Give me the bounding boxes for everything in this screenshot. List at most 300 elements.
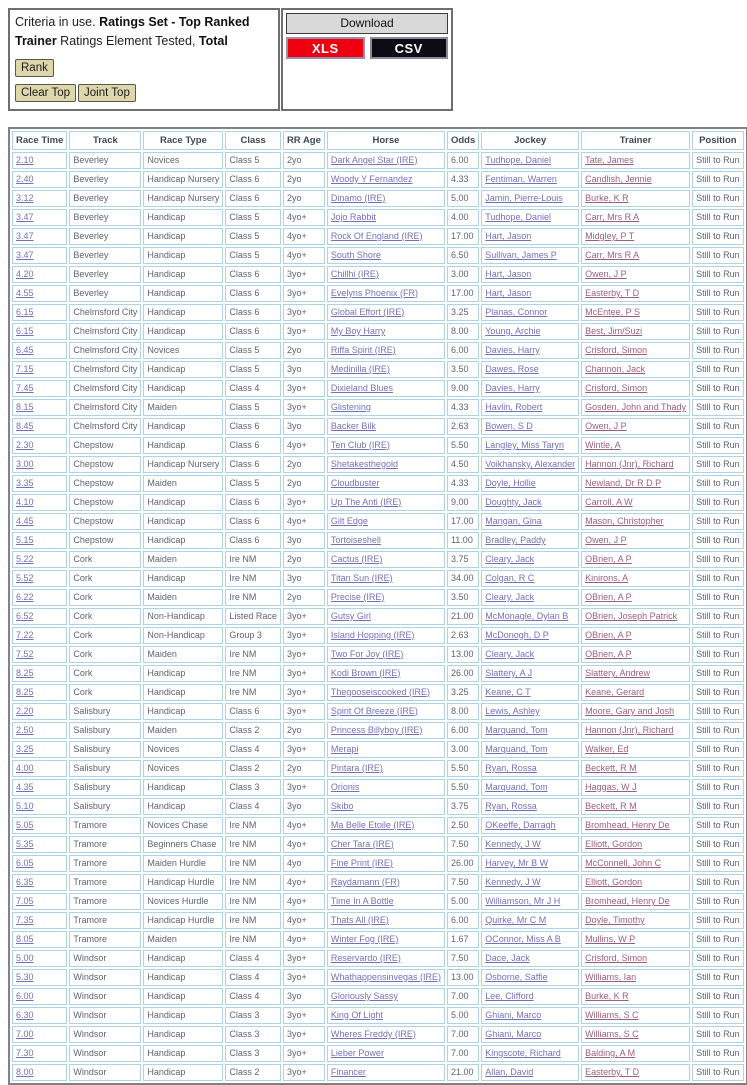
- horse-link[interactable]: Ten Club (IRE): [330, 439, 390, 450]
- cell-track: Windsor: [69, 969, 141, 986]
- cell-rr-age: 3yo: [283, 798, 325, 815]
- jockey-link[interactable]: Ghiani, Marco: [485, 1028, 542, 1039]
- clear-top-button[interactable]: Clear Top: [15, 84, 76, 102]
- race-time-link[interactable]: 6.00: [16, 990, 34, 1001]
- race-time-link[interactable]: 4.00: [16, 762, 34, 773]
- jockey-link[interactable]: Jamin, Pierre-Louis: [485, 192, 563, 203]
- jockey-link[interactable]: Doughty, Jack: [485, 496, 542, 507]
- horse-link[interactable]: Woody Y Fernandez: [330, 173, 413, 184]
- cell-track: Salisbury: [69, 779, 141, 796]
- horse-link[interactable]: Dixieland Blues: [330, 382, 393, 393]
- race-time-link[interactable]: 5.00: [16, 952, 34, 963]
- cell-rr-age: 4yo+: [283, 817, 325, 834]
- trainer-link[interactable]: Wintle, A: [585, 439, 621, 450]
- race-time-link[interactable]: 3.47: [16, 211, 34, 222]
- trainer-link[interactable]: Crisford, Simon: [585, 952, 648, 963]
- trainer-link[interactable]: Moore, Gary and Josh: [585, 705, 675, 716]
- jockey-link[interactable]: Young, Archie: [485, 325, 541, 336]
- ratings-table-head: [12, 131, 744, 150]
- trainer-link[interactable]: Newland, Dr R D P: [585, 477, 662, 488]
- jockey-link[interactable]: Cleary, Jack: [485, 591, 535, 602]
- trainer-link[interactable]: Crisford, Simon: [585, 344, 648, 355]
- cell-rr-age: 3yo: [283, 570, 325, 587]
- horse-link[interactable]: Cher Tara (IRE): [330, 838, 394, 849]
- cell-odds: 4.33: [447, 399, 479, 416]
- horse-link[interactable]: Glistening: [330, 401, 371, 412]
- trainer-link[interactable]: Crisford, Simon: [585, 382, 648, 393]
- trainer-link[interactable]: OBrien, Joseph Patrick: [585, 610, 678, 621]
- jockey-link[interactable]: Dace, Jack: [485, 952, 530, 963]
- jockey-link[interactable]: Slattery, A J: [485, 667, 533, 678]
- cell-track: Chelmsford City: [69, 361, 141, 378]
- trainer-link[interactable]: Channon, Jack: [585, 363, 646, 374]
- horse-link[interactable]: Reservardo (IRE): [330, 952, 401, 963]
- cell-trainer: [581, 190, 690, 207]
- cell-trainer: [581, 361, 690, 378]
- jockey-link[interactable]: Harvey, Mr B W: [485, 857, 549, 868]
- trainer-link[interactable]: Balding, A M: [585, 1047, 636, 1058]
- race-time-link[interactable]: 3.00: [16, 458, 34, 469]
- race-time-link[interactable]: 3.47: [16, 230, 34, 241]
- cell-class: Class 5: [225, 361, 281, 378]
- ratings-table: [8, 127, 747, 1085]
- jockey-link[interactable]: Williamson, Mr J H: [485, 895, 561, 906]
- cell-horse: [327, 931, 445, 948]
- horse-link[interactable]: Titan Sun (IRE): [330, 572, 393, 583]
- cell-horse: [327, 342, 445, 359]
- race-time-link[interactable]: 8.15: [16, 401, 34, 412]
- jockey-link[interactable]: Osborne, Saffie: [485, 971, 548, 982]
- race-time-link[interactable]: 2.50: [16, 724, 34, 735]
- cell-race-time: [12, 228, 67, 245]
- horse-link[interactable]: Time In A Bottle: [330, 895, 394, 906]
- race-time-link[interactable]: 3.12: [16, 192, 34, 203]
- joint-top-button[interactable]: Joint Top: [78, 84, 136, 102]
- jockey-link[interactable]: Ryan, Rossa: [485, 800, 537, 811]
- jockey-link[interactable]: Ryan, Rossa: [485, 762, 537, 773]
- table-row: [12, 1007, 744, 1024]
- trainer-link[interactable]: OBrien, A P: [585, 648, 632, 659]
- trainer-link[interactable]: Slattery, Andrew: [585, 667, 651, 678]
- cell-race-time: [12, 836, 67, 853]
- cell-horse: [327, 855, 445, 872]
- jockey-link[interactable]: Lee, Clifford: [485, 990, 534, 1001]
- cell-trainer: [581, 228, 690, 245]
- jockey-link[interactable]: Kennedy, J W: [485, 838, 541, 849]
- cell-jockey: [481, 152, 579, 169]
- cell-race-time: [12, 304, 67, 321]
- trainer-link[interactable]: Hannon (Jnr), Richard: [585, 458, 674, 469]
- cell-class: Class 5: [225, 228, 281, 245]
- table-row: [12, 969, 744, 986]
- race-time-link[interactable]: 5.52: [16, 572, 34, 583]
- jockey-link[interactable]: McMonagle, Dylan B: [485, 610, 569, 621]
- jockey-link[interactable]: McDonogh, D P: [485, 629, 549, 640]
- trainer-link[interactable]: Burke, K R: [585, 192, 629, 203]
- horse-link[interactable]: Gloriously Sassy: [330, 990, 398, 1001]
- cell-jockey: [481, 912, 579, 929]
- table-row: [12, 646, 744, 663]
- table-row: [12, 551, 744, 568]
- jockey-link[interactable]: Kingscote, Richard: [485, 1047, 561, 1058]
- race-time-link[interactable]: 8.25: [16, 686, 34, 697]
- race-time-link[interactable]: 6.15: [16, 306, 34, 317]
- cell-race-time: [12, 456, 67, 473]
- trainer-link[interactable]: Best, Jim/Suzi: [585, 325, 643, 336]
- race-time-link[interactable]: 7.30: [16, 1047, 34, 1058]
- horse-link[interactable]: Princess Billyboy (IRE): [330, 724, 423, 735]
- cell-race-type: Handicap: [143, 266, 223, 283]
- trainer-link[interactable]: Haggas, W J: [585, 781, 637, 792]
- race-time-link[interactable]: 7.52: [16, 648, 34, 659]
- race-time-link[interactable]: 5.05: [16, 819, 34, 830]
- cell-odds: 8.00: [447, 703, 479, 720]
- trainer-link[interactable]: McConnell, John C: [585, 857, 662, 868]
- jockey-link[interactable]: Mangan, Gina: [485, 515, 542, 526]
- jockey-link[interactable]: Cleary, Jack: [485, 648, 535, 659]
- horse-link[interactable]: Two For Joy (IRE): [330, 648, 404, 659]
- horse-link[interactable]: Evelyns Phoenix (FR): [330, 287, 418, 298]
- trainer-link[interactable]: Owen, J P: [585, 268, 627, 279]
- race-time-link[interactable]: 4.35: [16, 781, 34, 792]
- cell-jockey: [481, 646, 579, 663]
- cell-class: Class 3: [225, 779, 281, 796]
- cell-race-type: Handicap: [143, 1064, 223, 1081]
- cell-race-time: [12, 361, 67, 378]
- race-time-link[interactable]: 3.35: [16, 477, 34, 488]
- cell-race-type: Non-Handicap: [143, 627, 223, 644]
- horse-link[interactable]: South Shore: [330, 249, 381, 260]
- horse-link[interactable]: Jojo Rabbit: [330, 211, 376, 222]
- horse-link[interactable]: Medinilla (IRE): [330, 363, 390, 374]
- race-time-link[interactable]: 6.52: [16, 610, 34, 621]
- jockey-link[interactable]: Doyle, Hollie: [485, 477, 536, 488]
- jockey-link[interactable]: Fentiman, Warren: [485, 173, 557, 184]
- cell-position: Still to Run: [692, 304, 744, 321]
- horse-link[interactable]: Thegooseiscooked (IRE): [330, 686, 430, 697]
- jockey-link[interactable]: Cleary, Jack: [485, 553, 535, 564]
- trainer-link[interactable]: Tate, James: [585, 154, 634, 165]
- race-time-link[interactable]: 2.20: [16, 705, 34, 716]
- cell-trainer: [581, 266, 690, 283]
- horse-link[interactable]: Ma Belle Etoile (IRE): [330, 819, 415, 830]
- cell-trainer: [581, 247, 690, 264]
- horse-link[interactable]: Riffa Spirit (IRE): [330, 344, 396, 355]
- trainer-link[interactable]: McEntee, P S: [585, 306, 641, 317]
- race-time-link[interactable]: 2.40: [16, 173, 34, 184]
- jockey-link[interactable]: Marquand, Tom: [485, 724, 548, 735]
- trainer-link[interactable]: Kinirons, A: [585, 572, 629, 583]
- cell-track: Windsor: [69, 1007, 141, 1024]
- horse-link[interactable]: Gutsy Girl: [330, 610, 371, 621]
- trainer-link[interactable]: Bromhead, Henry De: [585, 819, 670, 830]
- cell-trainer: [581, 1007, 690, 1024]
- table-row: [12, 722, 744, 739]
- trainer-link[interactable]: Doyle, Timothy: [585, 914, 645, 925]
- cell-jockey: [481, 836, 579, 853]
- cell-horse: [327, 513, 445, 530]
- race-time-link[interactable]: 8.05: [16, 933, 34, 944]
- race-time-link[interactable]: 5.35: [16, 838, 34, 849]
- trainer-link[interactable]: Midgley, P T: [585, 230, 635, 241]
- cell-odds: 3.25: [447, 684, 479, 701]
- cell-class: Ire NM: [225, 684, 281, 701]
- cell-jockey: [481, 684, 579, 701]
- cell-race-time: [12, 247, 67, 264]
- horse-link[interactable]: Thats All (IRE): [330, 914, 389, 925]
- download-csv-button[interactable]: CSV: [370, 37, 449, 59]
- cell-position: Still to Run: [692, 266, 744, 283]
- race-time-link[interactable]: 7.05: [16, 895, 34, 906]
- cell-rr-age: 4yo: [283, 855, 325, 872]
- trainer-link[interactable]: OBrien, A P: [585, 553, 632, 564]
- race-time-link[interactable]: 4.10: [16, 496, 34, 507]
- trainer-link[interactable]: Walker, Ed: [585, 743, 629, 754]
- jockey-link[interactable]: Davies, Harry: [485, 382, 540, 393]
- race-time-link[interactable]: 5.15: [16, 534, 34, 545]
- cell-position: Still to Run: [692, 361, 744, 378]
- horse-link[interactable]: Rock Of England (IRE): [330, 230, 423, 241]
- cell-race-time: [12, 209, 67, 226]
- cell-jockey: [481, 874, 579, 891]
- jockey-link[interactable]: Marquand, Tom: [485, 781, 548, 792]
- horse-link[interactable]: Shetakesthegold: [330, 458, 398, 469]
- horse-link[interactable]: Orionis: [330, 781, 360, 792]
- col-header-position: Position: [692, 131, 744, 150]
- trainer-link[interactable]: OBrien, A P: [585, 591, 632, 602]
- cell-trainer: [581, 209, 690, 226]
- trainer-link[interactable]: Carr, Mrs R A: [585, 249, 640, 260]
- cell-class: Class 3: [225, 1026, 281, 1043]
- trainer-link[interactable]: Carr, Mrs R A: [585, 211, 640, 222]
- horse-link[interactable]: Wheres Freddy (IRE): [330, 1028, 416, 1039]
- trainer-link[interactable]: Williams, S C: [585, 1028, 639, 1039]
- table-row: [12, 513, 744, 530]
- trainer-link[interactable]: OBrien, A P: [585, 629, 632, 640]
- horse-link[interactable]: Financer: [330, 1066, 366, 1077]
- trainer-link[interactable]: Owen, J P: [585, 420, 627, 431]
- table-row: [12, 171, 744, 188]
- jockey-link[interactable]: Langley, Miss Taryn: [485, 439, 564, 450]
- race-time-link[interactable]: 7.15: [16, 363, 34, 374]
- jockey-link[interactable]: Allan, David: [485, 1066, 534, 1077]
- jockey-link[interactable]: Marquand, Tom: [485, 743, 548, 754]
- horse-link[interactable]: King Of Light: [330, 1009, 383, 1020]
- jockey-link[interactable]: Havlin, Robert: [485, 401, 543, 412]
- rank-button[interactable]: Rank: [15, 59, 54, 77]
- race-time-link[interactable]: 8.25: [16, 667, 34, 678]
- race-time-link[interactable]: 6.30: [16, 1009, 34, 1020]
- trainer-link[interactable]: Keane, Gerard: [585, 686, 645, 697]
- criteria-element-value: Total: [198, 34, 228, 49]
- trainer-link[interactable]: Owen, J P: [585, 534, 627, 545]
- jockey-link[interactable]: Colgan, R C: [485, 572, 535, 583]
- horse-link[interactable]: My Boy Harry: [330, 325, 386, 336]
- race-time-link[interactable]: 7.45: [16, 382, 34, 393]
- jockey-link[interactable]: Planas, Connor: [485, 306, 548, 317]
- table-row: [12, 209, 744, 226]
- trainer-link[interactable]: Bromhead, Henry De: [585, 895, 670, 906]
- trainer-link[interactable]: Easterby, T D: [585, 287, 640, 298]
- table-row: [12, 380, 744, 397]
- horse-link[interactable]: Merapi: [330, 743, 359, 754]
- cell-rr-age: 2yo: [283, 342, 325, 359]
- horse-link[interactable]: Global Effort (IRE): [330, 306, 405, 317]
- cell-class: Class 5: [225, 475, 281, 492]
- cell-track: Tramore: [69, 931, 141, 948]
- cell-horse: [327, 1045, 445, 1062]
- race-time-link[interactable]: 4.45: [16, 515, 34, 526]
- horse-link[interactable]: Cloudbuster: [330, 477, 380, 488]
- jockey-link[interactable]: Tudhope, Daniel: [485, 211, 551, 222]
- cell-track: Salisbury: [69, 798, 141, 815]
- trainer-link[interactable]: Williams, S C: [585, 1009, 639, 1020]
- cell-rr-age: 2yo: [283, 171, 325, 188]
- jockey-link[interactable]: Tudhope, Daniel: [485, 154, 551, 165]
- race-time-link[interactable]: 2.30: [16, 439, 34, 450]
- cell-track: Chelmsford City: [69, 399, 141, 416]
- cell-horse: [327, 171, 445, 188]
- trainer-link[interactable]: Elliott, Gordon: [585, 838, 643, 849]
- trainer-link[interactable]: Gosden, John and Thady: [585, 401, 687, 412]
- race-time-link[interactable]: 5.30: [16, 971, 34, 982]
- horse-link[interactable]: Pintara (IRE): [330, 762, 383, 773]
- horse-link[interactable]: Dark Angel Star (IRE): [330, 154, 418, 165]
- jockey-link[interactable]: Sullivan, James P: [485, 249, 557, 260]
- cell-odds: 2.63: [447, 418, 479, 435]
- horse-link[interactable]: Backer Bilk: [330, 420, 376, 431]
- jockey-link[interactable]: Hart, Jason: [485, 287, 532, 298]
- cell-race-type: Handicap: [143, 1026, 223, 1043]
- cell-track: Beverley: [69, 228, 141, 245]
- horse-link[interactable]: Up The Anti (IRE): [330, 496, 402, 507]
- horse-link[interactable]: Raydamann (FR): [330, 876, 400, 887]
- cell-track: Salisbury: [69, 741, 141, 758]
- cell-race-type: Handicap: [143, 684, 223, 701]
- horse-link[interactable]: Whathappensinvegas (IRE): [330, 971, 441, 982]
- horse-link[interactable]: Spirit Of Breeze (IRE): [330, 705, 418, 716]
- cell-odds: 1.67: [447, 931, 479, 948]
- horse-link[interactable]: Precise (IRE): [330, 591, 385, 602]
- cell-trainer: [581, 646, 690, 663]
- trainer-link[interactable]: Burke, K R: [585, 990, 629, 1001]
- jockey-link[interactable]: Ghiani, Marco: [485, 1009, 542, 1020]
- jockey-link[interactable]: Dawes, Rose: [485, 363, 539, 374]
- trainer-link[interactable]: Elliott, Gordon: [585, 876, 643, 887]
- table-row: [12, 608, 744, 625]
- jockey-link[interactable]: OKeeffe, Darragh: [485, 819, 556, 830]
- jockey-link[interactable]: Lewis, Ashley: [485, 705, 540, 716]
- cell-odds: 7.00: [447, 988, 479, 1005]
- jockey-link[interactable]: Keane, C T: [485, 686, 531, 697]
- cell-rr-age: 4yo+: [283, 247, 325, 264]
- trainer-link[interactable]: Mason, Christopher: [585, 515, 664, 526]
- trainer-link[interactable]: Mullins, W P: [585, 933, 636, 944]
- race-time-link[interactable]: 7.35: [16, 914, 34, 925]
- horse-link[interactable]: Kodi Brown (IRE): [330, 667, 401, 678]
- cell-horse: [327, 665, 445, 682]
- race-time-link[interactable]: 6.05: [16, 857, 34, 868]
- cell-race-time: [12, 798, 67, 815]
- horse-link[interactable]: Dinamo (IRE): [330, 192, 386, 203]
- horse-link[interactable]: Winter Fog (IRE): [330, 933, 399, 944]
- race-time-link[interactable]: 4.55: [16, 287, 34, 298]
- race-time-link[interactable]: 8.45: [16, 420, 34, 431]
- trainer-link[interactable]: Carroll, A W: [585, 496, 633, 507]
- jockey-link[interactable]: Bradley, Paddy: [485, 534, 546, 545]
- jockey-link[interactable]: Hart, Jason: [485, 230, 532, 241]
- race-time-link[interactable]: 7.22: [16, 629, 34, 640]
- cell-rr-age: 3yo+: [283, 1064, 325, 1081]
- trainer-link[interactable]: Beckett, R M: [585, 762, 637, 773]
- race-time-link[interactable]: 6.22: [16, 591, 34, 602]
- cell-class: Class 3: [225, 1007, 281, 1024]
- col-header-class: Class: [225, 131, 281, 150]
- cell-class: Ire NM: [225, 912, 281, 929]
- trainer-link[interactable]: Candlish, Jennie: [585, 173, 652, 184]
- race-time-link[interactable]: 3.47: [16, 249, 34, 260]
- jockey-link[interactable]: OConnor, Miss A B: [485, 933, 561, 944]
- horse-link[interactable]: Gilt Edge: [330, 515, 368, 526]
- cell-rr-age: 3yo: [283, 532, 325, 549]
- jockey-link[interactable]: Voikhansky, Alexander: [485, 458, 576, 469]
- jockey-link[interactable]: Hart, Jason: [485, 268, 532, 279]
- race-time-link[interactable]: 5.22: [16, 553, 34, 564]
- cell-class: Class 6: [225, 190, 281, 207]
- cell-odds: 9.00: [447, 494, 479, 511]
- horse-link[interactable]: Lieber Power: [330, 1047, 384, 1058]
- jockey-link[interactable]: Davies, Harry: [485, 344, 540, 355]
- race-time-link[interactable]: 7.00: [16, 1028, 34, 1039]
- col-header-track: Track: [69, 131, 141, 150]
- race-time-link[interactable]: 3.25: [16, 743, 34, 754]
- jockey-link[interactable]: Kennedy, J W: [485, 876, 541, 887]
- cell-race-type: Handicap: [143, 494, 223, 511]
- horse-link[interactable]: Tortoiseshell: [330, 534, 381, 545]
- trainer-link[interactable]: Williams, Ian: [585, 971, 637, 982]
- cell-position: Still to Run: [692, 570, 744, 587]
- horse-link[interactable]: Fine Print (IRE): [330, 857, 393, 868]
- race-time-link[interactable]: 6.15: [16, 325, 34, 336]
- table-row: [12, 418, 744, 435]
- race-time-link[interactable]: 8.00: [16, 1066, 34, 1077]
- race-time-link[interactable]: 6.45: [16, 344, 34, 355]
- trainer-link[interactable]: Easterby, T D: [585, 1066, 640, 1077]
- download-xls-button[interactable]: XLS: [286, 37, 365, 59]
- horse-link[interactable]: Skibo: [330, 800, 354, 811]
- cell-horse: [327, 779, 445, 796]
- jockey-link[interactable]: Quirke, Mr C M: [485, 914, 547, 925]
- race-time-link[interactable]: 6.35: [16, 876, 34, 887]
- trainer-link[interactable]: Hannon (Jnr), Richard: [585, 724, 674, 735]
- race-time-link[interactable]: 4.20: [16, 268, 34, 279]
- race-time-link[interactable]: 2.10: [16, 154, 34, 165]
- table-row: [12, 247, 744, 264]
- jockey-link[interactable]: Bowen, S D: [485, 420, 533, 431]
- horse-link[interactable]: Chillhi (IRE): [330, 268, 379, 279]
- cell-horse: [327, 1026, 445, 1043]
- trainer-link[interactable]: Beckett, R M: [585, 800, 637, 811]
- race-time-link[interactable]: 5.10: [16, 800, 34, 811]
- horse-link[interactable]: Island Hopping (IRE): [330, 629, 415, 640]
- cell-position: Still to Run: [692, 969, 744, 986]
- cell-trainer: [581, 722, 690, 739]
- table-row: [12, 285, 744, 302]
- table-row: [12, 912, 744, 929]
- cell-trainer: [581, 627, 690, 644]
- horse-link[interactable]: Cactus (IRE): [330, 553, 383, 564]
- cell-rr-age: 3yo+: [283, 380, 325, 397]
